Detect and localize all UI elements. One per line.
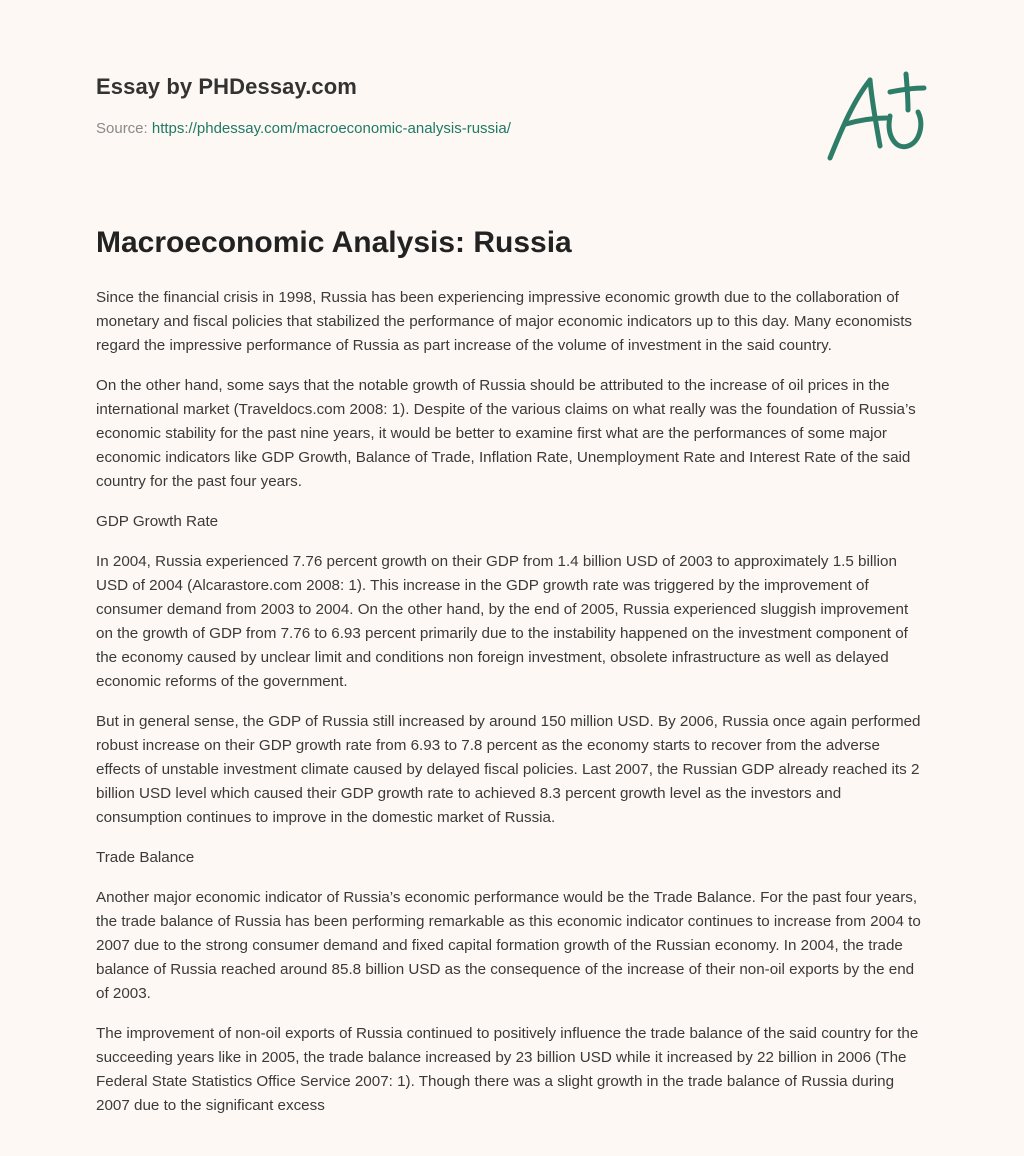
a-plus-grade-logo-icon: [820, 66, 930, 166]
paragraph: Another major economic indicator of Russia’s economic performance would be the Trade Balance. For the past four years, the trade balance of Russia has been performing remarkable as this economic indicator continues to increase from 2004 to 2007 due to the strong consumer demand and fixed capital formation growth of the Russian economy. In 2004, the trade balance of Russia reached around 85.8 billion USD as the consequence of the increase of their non-oil exports by the end of 2003.: [96, 889, 921, 1002]
paragraph: On the other hand, some says that the notable growth of Russia should be attributed to the increase of oil prices in the international market (Traveldocs.com 2008: 1). Despite of the various claims on what really was the foundation of Russia’s economic stability for the past nine years, it would be better to examine first what are the performances of some major economic indicators like GDP Growth, Balance of Trade, Inflation Rate, Unemployment Rate and Interest Rate of the said country for the past four years.: [96, 377, 916, 490]
essay-article: [96, 226, 928, 1134]
paragraph: But in general sense, the GDP of Russia still increased by around 150 million USD. By 2006, Russia once again performed robust increase on their GDP growth rate from 6.93 to 7.8 percent as the economy starts to recover from the adverse effects of unstable investment climate caused by delayed fiscal policies. Last 2007, the Russian GDP already reached its 2 billion USD level which caused their GDP growth rate to achieved 8.3 percent growth level as the investors and consumption continues to improve in the domestic market of Russia.: [96, 713, 921, 826]
site-title: Essay by PHDessay.com: [96, 74, 357, 99]
source-line: [96, 120, 796, 137]
section-heading: Trade Balance: [96, 849, 195, 866]
article-title: Macroeconomic Analysis: Russia: [96, 226, 572, 259]
section-heading: GDP Growth Rate: [96, 513, 219, 530]
paragraph: In 2004, Russia experienced 7.76 percent growth on their GDP from 1.4 billion USD of 2003 to approximately 1.5 billion USD of 2004 (Alcarastore.com 2008: 1). This increase in the GDP growth rate was triggered by the improvement of consumer demand from 2003 to 2004. On the other hand, by the end of 2005, Russia experienced sluggish improvement on the growth of GDP from 7.76 to 6.93 percent primarily due to the instability happened on the investment component of the economy caused by unclear limit and conditions non foreign investment, obsolete infrastructure as well as delayed economic reforms of the government.: [96, 553, 909, 690]
paragraph: The improvement of non-oil exports of Russia continued to positively influence the trade balance of the said country for the succeeding years like in 2005, the trade balance increased by 23 billion USD while it increased by 22 billion in 2006 (The Federal State Statistics Office Service 2007: 1). Though there was a slight growth in the trade balance of Russia during 2007 due to the significant excess: [96, 1025, 919, 1114]
paragraph: Since the financial crisis in 1998, Russia has been experiencing impressive economic growth due to the collaboration of monetary and fiscal policies that stabilized the performance of major economic indicators up to this day. Many economists regard the impressive performance of Russia as part increase of the volume of investment in the said country.: [96, 289, 913, 354]
source-link[interactable]: https://phdessay.com/macroeconomic-analysis-russia/: [151, 120, 511, 137]
article-body: [96, 286, 928, 1118]
essay-header: [96, 74, 796, 137]
source-label: Source:: [96, 120, 148, 137]
